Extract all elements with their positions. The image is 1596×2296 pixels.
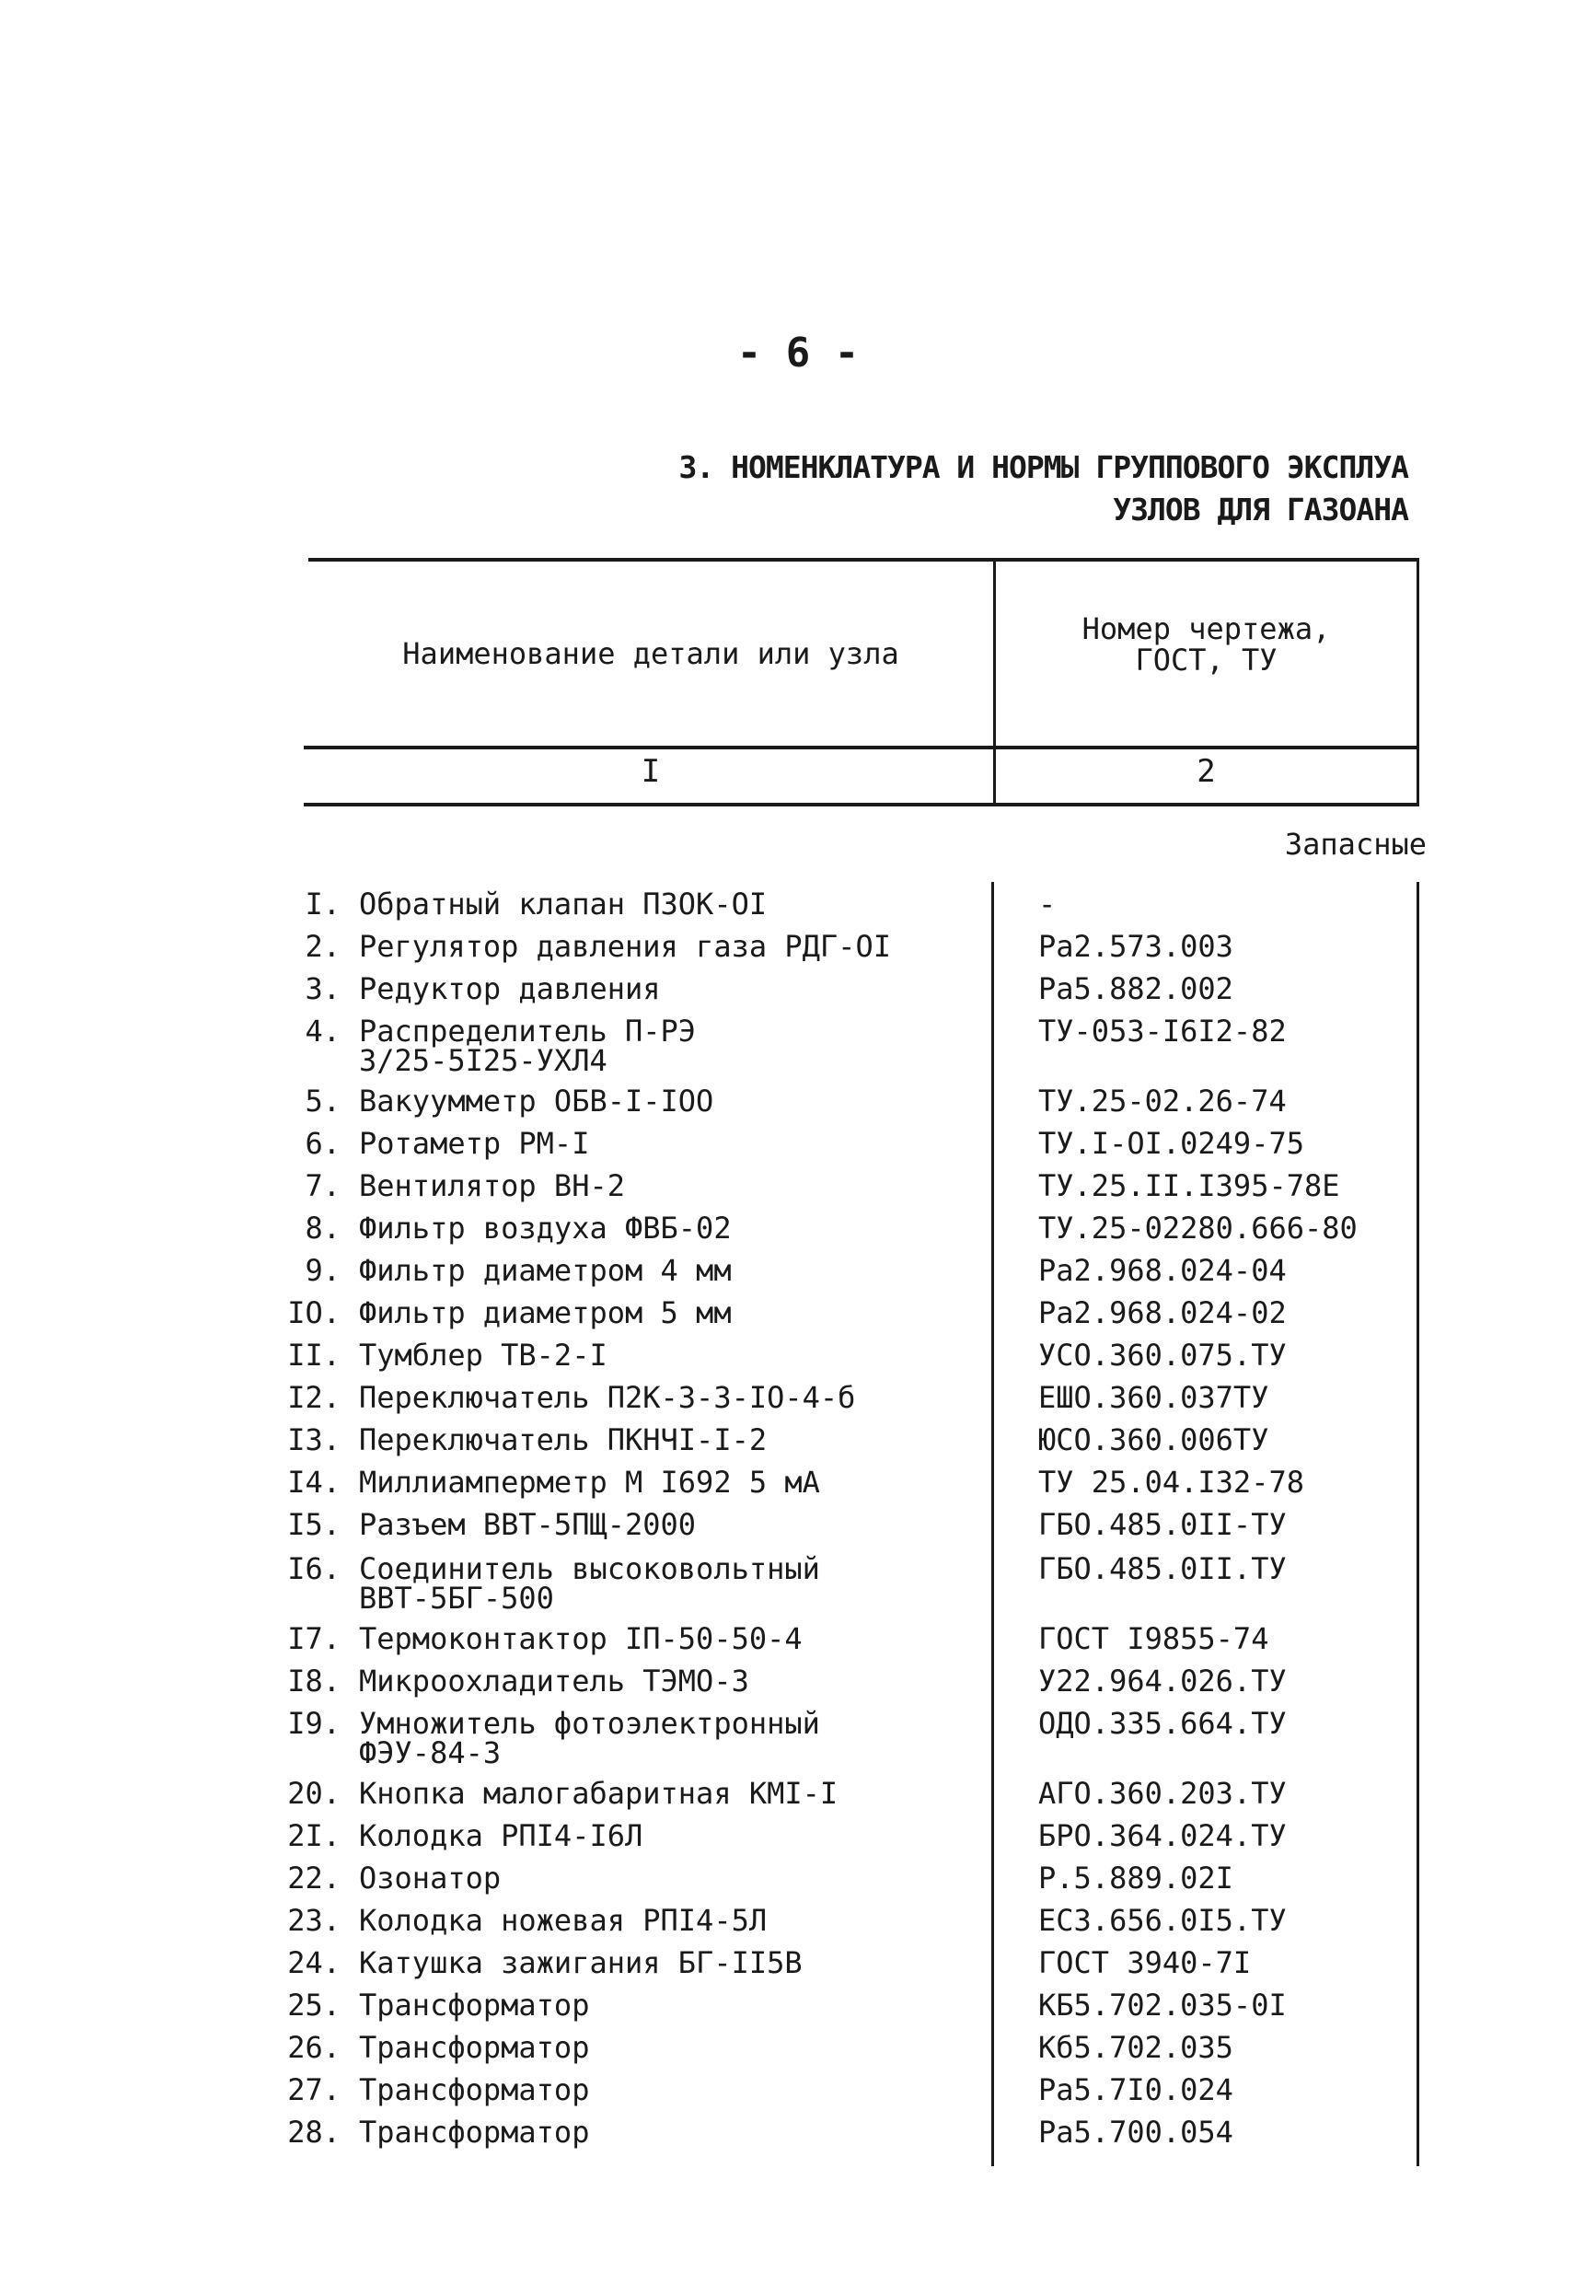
- drawing-number: АГО.360.203.ТУ: [1038, 1776, 1287, 1811]
- drawing-number: ТУ.25-02.26-74: [1038, 1084, 1287, 1119]
- drawing-number: ЕШО.360.037ТУ: [1038, 1380, 1269, 1415]
- drawing-number: -: [1038, 887, 1057, 922]
- row-number: 23.: [287, 1903, 341, 1938]
- part-name: Соединитель высоковольтный ВВТ-5БГ-500: [359, 1551, 820, 1616]
- row-number: I9.: [287, 1706, 341, 1741]
- drawing-number: УСО.360.075.ТУ: [1038, 1338, 1287, 1373]
- part-name: Колодка ножевая РПI4-5Л: [359, 1903, 768, 1938]
- row-number: 2I.: [287, 1818, 341, 1853]
- row-number: 25.: [287, 1988, 341, 2023]
- drawing-number: Р.5.889.02I: [1038, 1861, 1233, 1896]
- part-name: Трансформатор: [359, 2072, 590, 2107]
- col1-header: Наименование детали или узла: [402, 636, 899, 671]
- part-name: Тумблер ТВ-2-I: [359, 1338, 607, 1373]
- row-number: I3.: [287, 1422, 341, 1457]
- part-name: Ротаметр РМ-I: [359, 1126, 590, 1161]
- part-name: Озонатор: [359, 1861, 502, 1896]
- drawing-number: ТУ.25-02280.666-80: [1038, 1211, 1358, 1246]
- section-label: Запасные: [1284, 827, 1427, 862]
- table-right-border: [1417, 558, 1419, 805]
- row-number: I7.: [287, 1621, 341, 1656]
- section-title-line1: 3. НОМЕНКЛАТУРА И НОРМЫ ГРУППОВОГО ЭКСПЛУА: [678, 449, 1408, 485]
- part-name: Фильтр диаметром 5 мм: [359, 1295, 732, 1330]
- drawing-number: ГБО.485.0II.ТУ: [1038, 1551, 1287, 1586]
- drawing-number: Ра5.882.002: [1038, 971, 1233, 1006]
- part-name: Трансформатор: [359, 2030, 590, 2065]
- row-number: 7.: [305, 1168, 341, 1203]
- drawing-number: Ра2.968.024-04: [1038, 1253, 1287, 1288]
- drawing-number: ТУ-053-I6I2-82: [1038, 1014, 1287, 1049]
- drawing-number: ТУ.25.II.I395-78Е: [1038, 1168, 1340, 1203]
- header-bottom-rule: [304, 746, 1419, 749]
- row-number: 20.: [287, 1776, 341, 1811]
- drawing-number: ГБО.485.0II-ТУ: [1038, 1507, 1287, 1542]
- part-name: Переключатель П2К-3-3-IO-4-б: [359, 1380, 856, 1415]
- row-number: I6.: [287, 1551, 341, 1586]
- body-right-border: [1417, 882, 1419, 2166]
- row-number: I5.: [287, 1507, 341, 1542]
- drawing-number: БРО.364.024.ТУ: [1038, 1818, 1287, 1853]
- row-number: II.: [287, 1338, 341, 1373]
- part-name: Редуктор давления: [359, 971, 661, 1006]
- col1-number: I: [641, 753, 661, 790]
- drawing-number: Кб5.702.035: [1038, 2030, 1233, 2065]
- drawing-number: ЕС3.656.0I5.ТУ: [1038, 1903, 1287, 1938]
- row-number: I2.: [287, 1380, 341, 1415]
- drawing-number: ТУ.I-OI.0249-75: [1038, 1126, 1304, 1161]
- row-number: 6.: [305, 1126, 341, 1161]
- part-name: Переключатель ПКНЧI-I-2: [359, 1422, 768, 1457]
- drawing-number: ГОСТ 3940-7I: [1038, 1945, 1252, 1980]
- drawing-number: ОДО.335.664.ТУ: [1038, 1706, 1287, 1741]
- part-name: Умножитель фотоэлектронный ФЭУ-84-3: [359, 1706, 820, 1770]
- row-number: 22.: [287, 1861, 341, 1896]
- drawing-number: Ра5.7I0.024: [1038, 2072, 1233, 2107]
- part-name: Миллиамперметр М I692 5 мА: [359, 1465, 820, 1500]
- part-name: Колодка РПI4-I6Л: [359, 1818, 643, 1853]
- part-name: Вентилятор ВН-2: [359, 1168, 625, 1203]
- part-name: Кнопка малогабаритная КМI-I: [359, 1776, 838, 1811]
- row-number: I.: [305, 887, 341, 922]
- row-number: IO.: [287, 1295, 341, 1330]
- row-number: I4.: [287, 1465, 341, 1500]
- row-number: 27.: [287, 2072, 341, 2107]
- part-name: Разъем ВВТ-5ПЩ-2000: [359, 1507, 697, 1542]
- drawing-number: Ра2.968.024-02: [1038, 1295, 1287, 1330]
- drawing-number: Ра2.573.003: [1038, 929, 1233, 964]
- drawing-number: ГОСТ I9855-74: [1038, 1621, 1269, 1656]
- row-number: 4.: [305, 1014, 341, 1049]
- part-name: Катушка зажигания БГ-II5В: [359, 1945, 803, 1980]
- drawing-number: ЮСО.360.006ТУ: [1038, 1422, 1269, 1457]
- section-title-line2: УЗЛОВ ДЛЯ ГАЗОАНА: [1113, 492, 1408, 528]
- row-number: 24.: [287, 1945, 341, 1980]
- col2-number: 2: [1197, 753, 1216, 790]
- part-name: Обратный клапан ПЗОК-ОI: [359, 887, 768, 922]
- row-number: 8.: [305, 1211, 341, 1246]
- row-number: 26.: [287, 2030, 341, 2065]
- part-name: Регулятор давления газа РДГ-ОI: [359, 929, 891, 964]
- row-number: I8.: [287, 1664, 341, 1699]
- row-number: 28.: [287, 2115, 341, 2150]
- row-number: 5.: [305, 1084, 341, 1119]
- drawing-number: Ра5.700.054: [1038, 2115, 1233, 2150]
- part-name: Термоконтактор IП-50-50-4: [359, 1621, 803, 1656]
- part-name: Трансформатор: [359, 1988, 590, 2023]
- part-name: Фильтр воздуха ФВБ-02: [359, 1211, 732, 1246]
- drawing-number: ТУ 25.04.I32-78: [1038, 1465, 1304, 1500]
- part-name: Фильтр диаметром 4 мм: [359, 1253, 732, 1288]
- row-number: 9.: [305, 1253, 341, 1288]
- part-name: Распределитель П-РЭ 3/25-5I25-УХЛ4: [359, 1014, 697, 1078]
- part-name: Вакуумметр ОБВ-I-IOO: [359, 1084, 714, 1119]
- col2-header: Номер чертежа, ГОСТ, ТУ: [1081, 611, 1331, 678]
- row-number: 2.: [305, 929, 341, 964]
- page-number: - 6 -: [736, 330, 860, 377]
- row-number: 3.: [305, 971, 341, 1006]
- colnum-bottom-rule: [304, 803, 1419, 806]
- drawing-number: КБ5.702.035-0I: [1038, 1988, 1287, 2023]
- part-name: Микроохладитель ТЭМО-3: [359, 1664, 749, 1699]
- part-name: Трансформатор: [359, 2115, 590, 2150]
- body-column-divider: [991, 882, 994, 2166]
- drawing-number: У22.964.026.ТУ: [1038, 1664, 1287, 1699]
